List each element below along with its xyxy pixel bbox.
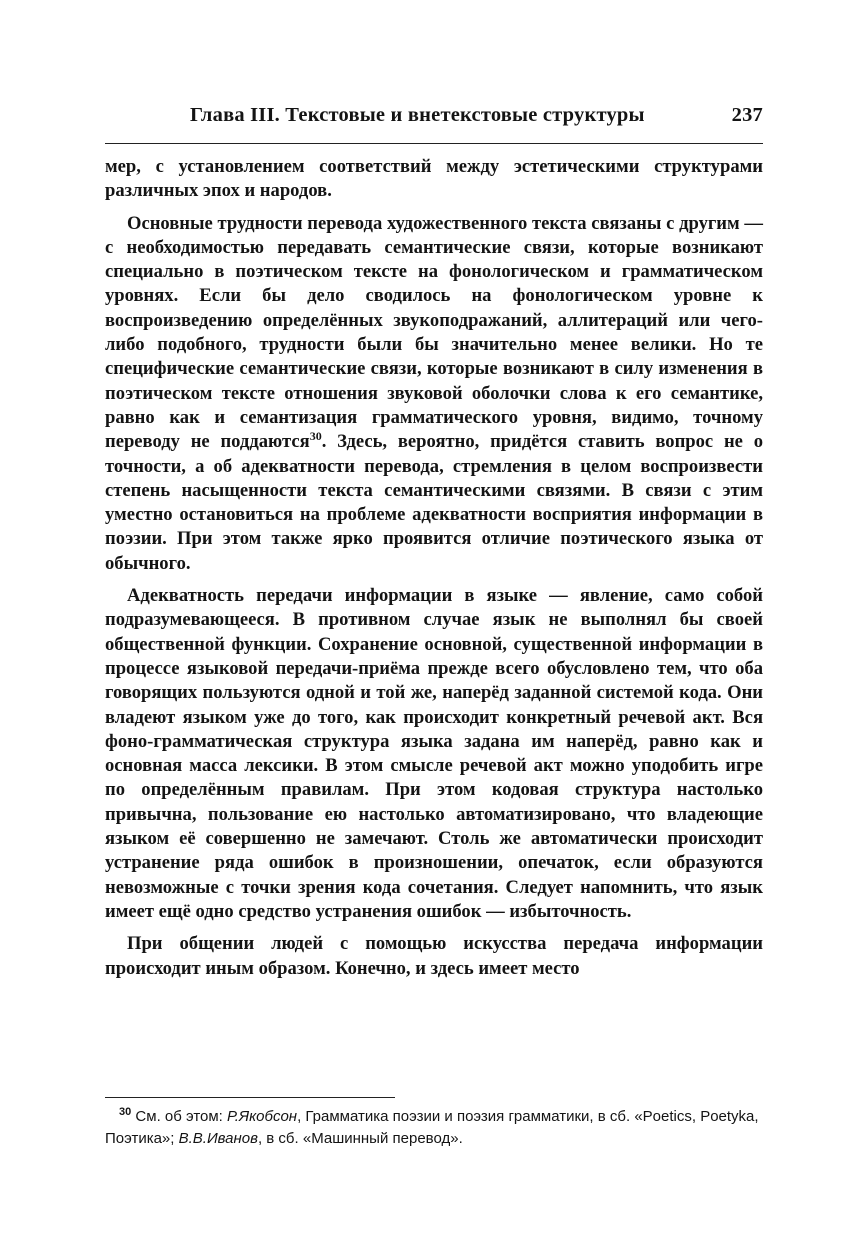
running-header	[105, 104, 763, 134]
paragraph	[105, 212, 763, 576]
chapter-title: Глава III. Текстовые и внетекстовые структуры	[190, 104, 645, 126]
footnote-lead: См. об этом:	[135, 1108, 228, 1125]
header-divider	[105, 143, 763, 144]
footnote-text: , Грамматика поэзии и поэзия грамматики, в сб. «Poetics, Poetyka, Поэтика»;	[105, 1108, 759, 1147]
paragraph-text: . Здесь, вероятно, придётся ставить вопрос не о точности, а об адекватности перевода, стремления в целом воспроизвести степень насыщенности текста семантическими связями. В связи с этим уместно остановиться на проблеме адекватности восприятия информации в поэзии. При этом также ярко проявится отличие поэтического языка от обычного.	[105, 431, 763, 574]
footnote-text: , в сб. «Машинный перевод».	[257, 1130, 463, 1147]
paragraph: При общении людей с помощью искусства передача информации происходит иным образом. Конечно, и здесь имеет место	[105, 933, 763, 979]
footnote-divider	[105, 1097, 395, 1098]
main-text	[105, 155, 763, 981]
paragraph-text: Основные трудности перевода художественного текста связаны с другим — с необходимостью передавать семантические связи, которые возникают специально в поэтическом тексте на фонологическом и грамматическом уровнях. Если бы дело сводилось на фонологическом уровне к воспроизведению определённых звукоподражаний, аллитераций или чего-либо подобного, трудности были бы значительно менее велики. Но те специфические семантические связи, которые возникают в силу изменения в поэтическом тексте отношения звуковой оболочки слова к его семантике, равно как и семантизация грамматического уровня, видимо, точному переводу не поддаются	[105, 212, 763, 453]
paragraph: Адекватность передачи информации в языке — явление, само собой подразумевающееся. В противном случае язык не выполнял бы своей общественной функции. Сохранение основной, существенной информации в процессе языковой передачи-приёма прежде всего обусловлено тем, что оба говорящих пользуются одной и той же, наперёд заданной системой кода. Они владеют языком уже до того, как происходит конкретный речевой акт. Вся фоно-грамматическая структура языка задана им наперёд, равно как и основная масса лексики. В этом смысле речевой акт можно уподобить игре по определённым правилам. При этом кодовая структура настолько привычна, пользование ею настолько автоматизировано, что владеющие языком её совершенно не замечают. Столь же автоматически происходит устранение ряда ошибок в произношении, опечаток, если образуются невозможные с точки зрения кода сочетания. Следует напомнить, что язык имеет ещё одно средство устранения ошибок — избыточность.	[105, 585, 763, 922]
footnote	[105, 1106, 763, 1150]
footnote-number: 30	[119, 1106, 132, 1118]
page-number: 237	[731, 104, 763, 126]
footnote-author: Р.Якобсон	[227, 1108, 298, 1125]
paragraph-continued: мер, с установлением соответствий между эстетическими структурами различных эпох и народов.	[105, 156, 763, 202]
footnote-author: В.В.Иванов	[178, 1130, 258, 1147]
footnote-reference[interactable]: 30	[309, 429, 322, 444]
